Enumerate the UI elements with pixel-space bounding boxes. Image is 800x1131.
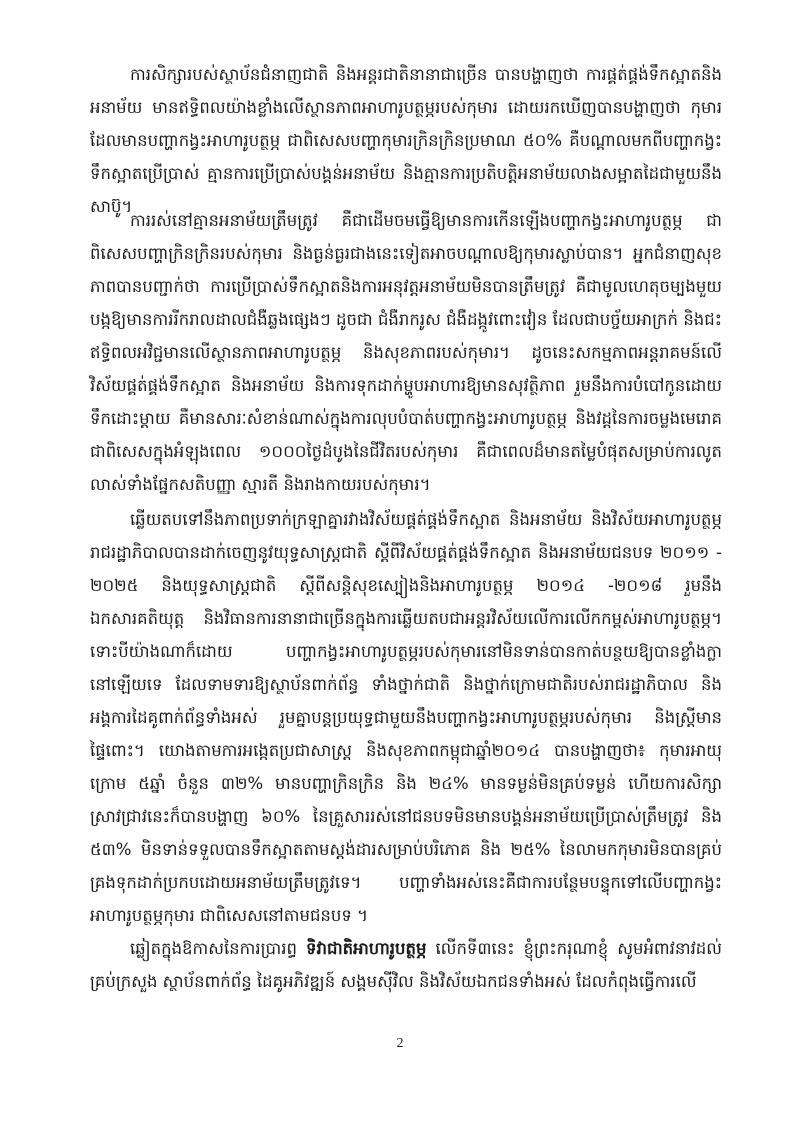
paragraph-research-findings: ការសិក្សារបស់ស្ថាប័នជំនាញជាតិ និងអន្តរជាតិនានាជាច្រើន បានបង្ហាញថា ការផ្គត់ផ្គង់ទឹកស្អាតនិងអនាម័យ មានឥទ្ធិពលយ៉ាងខ្លាំងលើស្ថានភាពអាហារូបត្ថម្ភរបស់កុមារ ដោយរកឃើញបានបង្ហាញថា កុមារដែលមានបញ្ហាកង្វះអាហារូបត្ថម្ភ ជាពិសេសបញ្ហាកុមារក្រិនក្រិនប្រមាណ ៥០% គឺបណ្ដាលមកពីបញ្ហាកង្វះទឹកស្អាតប្រើប្រាស់ គ្មានការប្រើប្រាស់បង្គន់អនាម័យ និងគ្មានការប្រតិបត្តិអនាម័យលាងសម្អាតដៃជាមួយនឹងសាប៊ូ។ bbox=[90, 65, 722, 216]
appeal-text-before: ឆ្លៀតក្នុងឱកាសនៃការប្រារព្ធ bbox=[130, 939, 306, 958]
national-nutrition-day-title: ទិវាជាតិអាហារូបត្ថម្ភ bbox=[306, 939, 427, 958]
page-number: 2 bbox=[396, 1036, 404, 1051]
paragraph-hygiene-impact: ការរស់នៅគ្មានអនាម័យត្រឹមត្រូវ គឺជាដើមចមធ្វើឱ្យមានការកើនឡើងបញ្ហាកង្វះអាហារូបត្ថម្ភ ជាពិសេសបញ្ហាក្រិនក្រិនរបស់កុមារ និងធ្ងន់ធ្ងរជាងនេះទៀតអាចបណ្ដាលឱ្យកុមារស្លាប់បាន។ អ្នកជំនាញសុខភាពបានបញ្ជាក់ថា ការប្រើប្រាស់ទឹកស្អាតនិងការអនុវត្តអនាម័យមិនបានត្រឹមត្រូវ គឺជាមូលហេតុចម្បងមួយបង្កឱ្យមានការរីករាលដាលជំងឺឆ្លងផ្សេងៗ ដូចជា ជំងឺរាករូស ជំងឺដង្កូវពោះវៀន ដែលជាបច្ច័យអាក្រក់ និងជះឥទ្ធិពលអវិជ្ជមានលើស្ថានភាពអាហារូបត្ថម្ភ និងសុខភាពរបស់កុមារ។ ដូចនេះសកម្មភាពអន្តរាគមន៍លើវិស័យផ្គត់ផ្គង់ទឹកស្អាត និងអនាម័យ និងការទុកដាក់ម្ហូបអាហារឱ្យមានសុវត្ថិភាព រួមនឹងការបំបៅកូនដោយទឹកដោះម្ដាយ គឺមានសារៈសំខាន់ណាស់ក្នុងការលុបបំបាត់បញ្ហាកង្វះអាហារូបត្ថម្ភ និងវដ្ដនៃការចម្លងមេរោគ ជាពិសេសក្នុងអំឡុងពេល ១០០០ថ្ងៃដំបូងនៃជីវិតរបស់កុមារ គឺជាពេលដ៏មានតម្លៃបំផុតសម្រាប់ការលូតលាស់ទាំងផ្នែកសតិបញ្ញា ស្មារតី និងរាងកាយរបស់កុមារ។ bbox=[90, 211, 722, 494]
paragraph-national-nutrition-day-appeal bbox=[90, 932, 722, 998]
paragraph-government-response: ឆ្លើយតបទៅនឹងភាពប្រទាក់ក្រឡាគ្នារវាងវិស័យផ្គត់ផ្គង់ទឹកស្អាត និងអនាម័យ និងវិស័យអាហារូបត្ថម្ភ រាជរដ្ឋាភិបាលបានដាក់ចេញនូវយុទ្ធសាស្ត្រជាតិ ស្ដីពីវិស័យផ្គត់ផ្គង់ទឹកស្អាត និងអនាម័យជនបទ ២០១១ - ២០២៥ និងយុទ្ធសាស្ត្រជាតិ ស្ដីពីសន្តិសុខស្បៀងនិងអាហារូបត្ថម្ភ ២០១៤ -២០១៨ រួមនឹងឯកសារគតិយុត្ត និងវិធានការនានាជាច្រើនក្នុងការឆ្លើយតបជាអន្តរវិស័យលើការលើកកម្ពស់អាហារូបត្ថម្ភ។ ទោះបីយ៉ាងណាក៏ដោយ បញ្ហាកង្វះអាហារូបត្ថម្ភរបស់កុមារនៅមិនទាន់បានកាត់បន្ថយឱ្យបានខ្លាំងក្លានៅឡើយទេ ដែលទាមទារឱ្យស្ថាប័នពាក់ព័ន្ធ ទាំងថ្នាក់ជាតិ និងថ្នាក់ក្រោមជាតិរបស់រាជរដ្ឋាភិបាល និងអង្គការដៃគូពាក់ព័ន្ធទាំងអស់ រួមគ្នាបន្តប្រយុទ្ធជាមួយនឹងបញ្ហាកង្វះអាហារូបត្ថម្ភរបស់កុមារ និងស្ត្រីមានផ្ទៃពោះ។ យោងតាមការអង្កេតប្រជាសាស្ត្រ និងសុខភាពកម្ពុជាឆ្នាំ២០១៤ បានបង្ហាញថា៖ កុមារអាយុក្រោម ៥ឆ្នាំ ចំនួន ៣២% មានបញ្ហាក្រិនក្រិន និង ២៤% មានទម្ងន់មិនគ្រប់ទម្ងន់ ហើយការសិក្សាស្រាវជ្រាវនេះក៏បានបង្ហាញ ៦០% នៃគ្រួសាររស់នៅជនបទមិនមានបង្គន់អនាម័យប្រើប្រាស់ត្រឹមត្រូវ និង ៥៣% មិនទាន់ទទួលបានទឹកស្អាតតាមស្តង់ដារសម្រាប់បរិភោគ និង ២៥% នៃលាមកកុមារមិនបានគ្រប់គ្រងទុកដាក់ប្រកបដោយអនាម័យត្រឹមត្រូវទេ។ បញ្ហាទាំងអស់នេះគឺជាការបន្ថែមបន្ទុកទៅលើបញ្ហាកង្វះអាហារូបត្ថម្ភកុមារ ជាពិសេសនៅតាមជនបទ ។ bbox=[90, 510, 722, 925]
appeal-text-after: លើកទី៣នេះ ខ្ញុំព្រះករុណាខ្ញុំ សូមអំពាវនាវដល់គ្រប់ក្រសួង ស្ថាប័នពាក់ព័ន្ធ ដៃគូអភិវឌ្ឍន៍ សង្គមស៊ីវិល និងវិស័យឯកជនទាំងអស់ ដែលកំពុងធ្វើការលើ bbox=[90, 939, 722, 991]
